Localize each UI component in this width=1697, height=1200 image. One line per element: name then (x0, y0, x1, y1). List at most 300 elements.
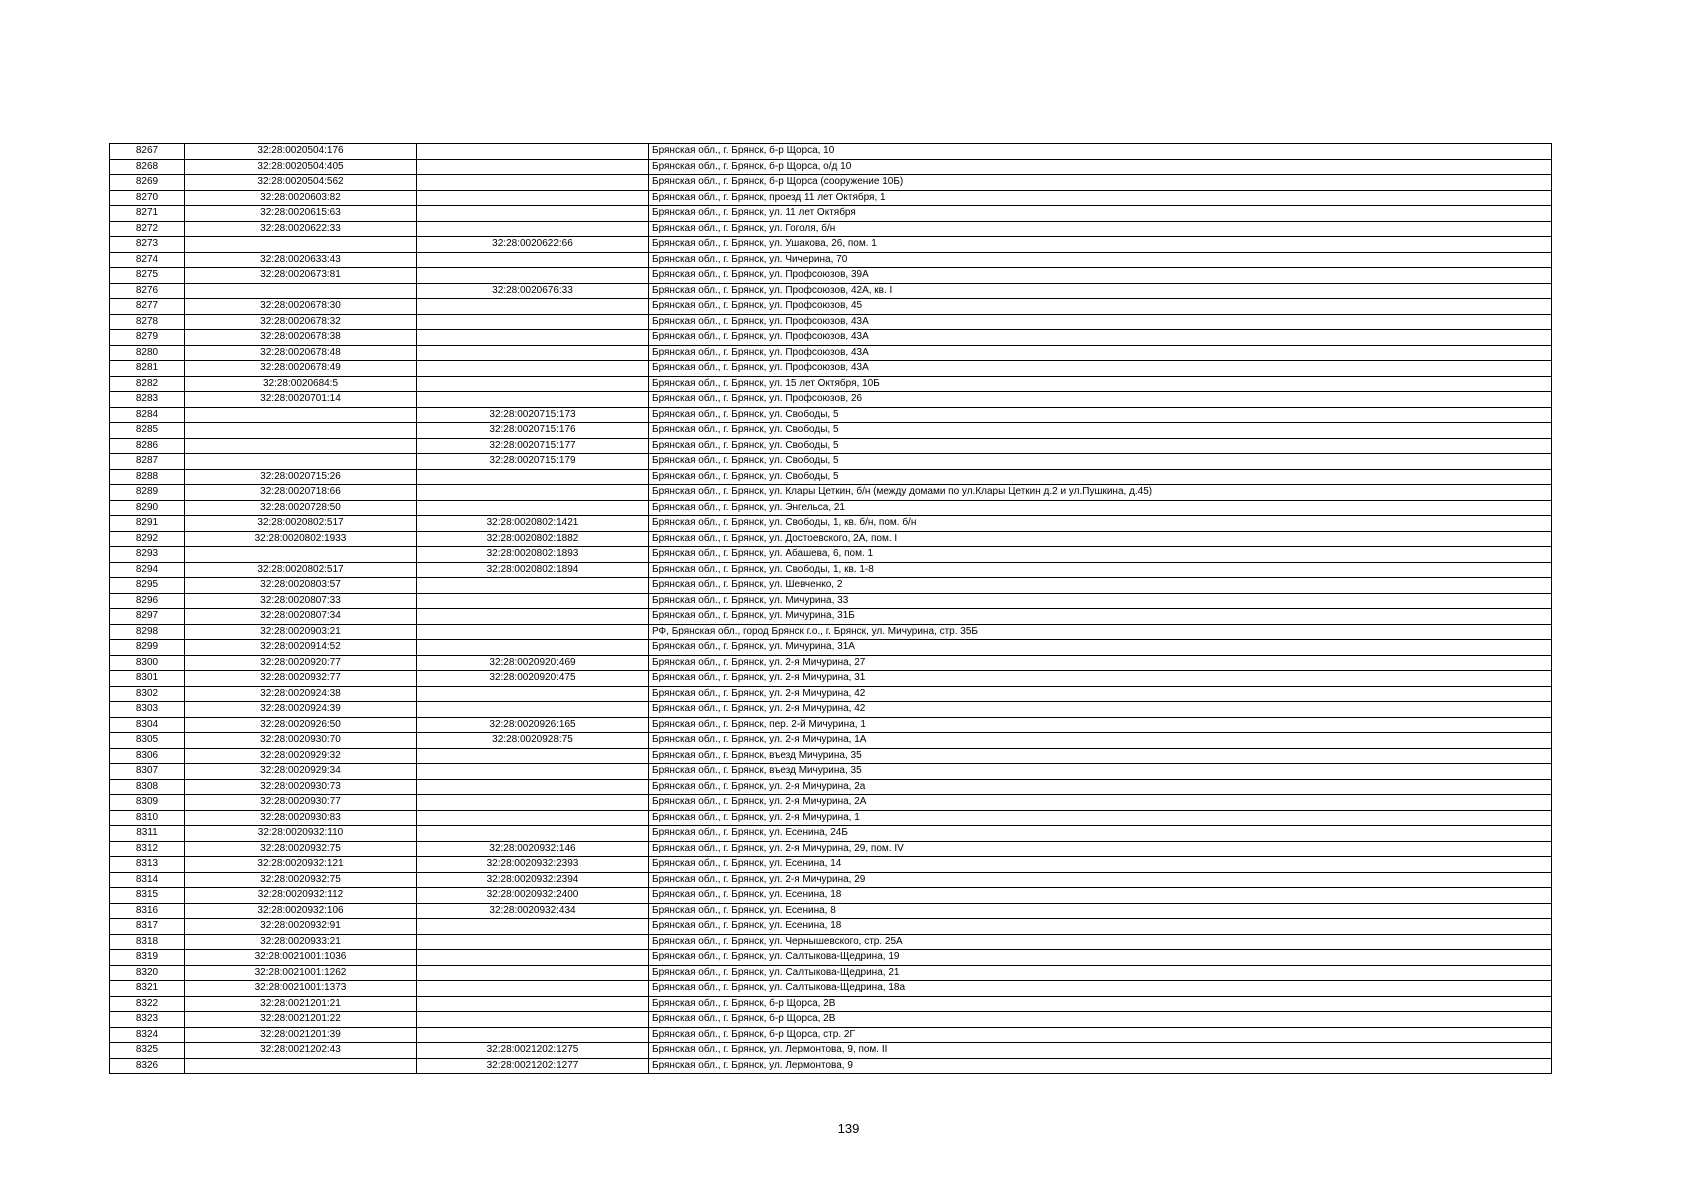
row-number-cell: 8313 (110, 857, 185, 873)
table-row (110, 748, 1552, 764)
table-row (110, 252, 1552, 268)
building-cadastral-number-cell (417, 950, 649, 966)
land-cadastral-number-cell: 32:28:0020633:43 (185, 252, 417, 268)
building-cadastral-number-cell: 32:28:0020715:173 (417, 407, 649, 423)
table-row (110, 764, 1552, 780)
row-number-cell: 8308 (110, 779, 185, 795)
row-number-cell: 8291 (110, 516, 185, 532)
table-row (110, 159, 1552, 175)
table-row (110, 671, 1552, 687)
table-row (110, 950, 1552, 966)
row-number-cell: 8322 (110, 996, 185, 1012)
row-number-cell: 8284 (110, 407, 185, 423)
row-number-cell: 8302 (110, 686, 185, 702)
land-cadastral-number-cell: 32:28:0020673:81 (185, 268, 417, 284)
building-cadastral-number-cell (417, 361, 649, 377)
building-cadastral-number-cell: 32:28:0020802:1421 (417, 516, 649, 532)
row-number-cell: 8297 (110, 609, 185, 625)
building-cadastral-number-cell (417, 314, 649, 330)
land-cadastral-number-cell: 32:28:0020920:77 (185, 655, 417, 671)
address-cell: Брянская обл., г. Брянск, ул. Профсоюзов, 43А (649, 330, 1552, 346)
row-number-cell: 8276 (110, 283, 185, 299)
address-cell: Брянская обл., г. Брянск, пер. 2-й Мичурина, 1 (649, 717, 1552, 733)
table-row (110, 485, 1552, 501)
table-row (110, 190, 1552, 206)
address-cell: Брянская обл., г. Брянск, ул. Есенина, 14 (649, 857, 1552, 873)
land-cadastral-number-cell: 32:28:0020924:39 (185, 702, 417, 718)
building-cadastral-number-cell: 32:28:0020932:2400 (417, 888, 649, 904)
table-row (110, 268, 1552, 284)
address-cell: Брянская обл., г. Брянск, ул. Гоголя, б/н (649, 221, 1552, 237)
land-cadastral-number-cell: 32:28:0020504:176 (185, 144, 417, 160)
building-cadastral-number-cell: 32:28:0020920:475 (417, 671, 649, 687)
table-row (110, 175, 1552, 191)
address-cell: Брянская обл., г. Брянск, ул. Профсоюзов, 43А (649, 361, 1552, 377)
address-cell: Брянская обл., г. Брянск, ул. 2-я Мичурина, 42 (649, 702, 1552, 718)
table-row (110, 872, 1552, 888)
address-cell: Брянская обл., г. Брянск, ул. 2-я Мичурина, 27 (649, 655, 1552, 671)
land-cadastral-number-cell: 32:28:0020684:5 (185, 376, 417, 392)
row-number-cell: 8292 (110, 531, 185, 547)
building-cadastral-number-cell (417, 159, 649, 175)
row-number-cell: 8294 (110, 562, 185, 578)
row-number-cell: 8310 (110, 810, 185, 826)
row-number-cell: 8275 (110, 268, 185, 284)
table-row (110, 919, 1552, 935)
land-cadastral-number-cell: 32:28:0020930:83 (185, 810, 417, 826)
table-row (110, 144, 1552, 160)
land-cadastral-number-cell: 32:28:0021201:22 (185, 1012, 417, 1028)
row-number-cell: 8311 (110, 826, 185, 842)
building-cadastral-number-cell: 32:28:0021202:1277 (417, 1058, 649, 1074)
table-row (110, 562, 1552, 578)
table-row (110, 795, 1552, 811)
land-cadastral-number-cell: 32:28:0020678:49 (185, 361, 417, 377)
row-number-cell: 8312 (110, 841, 185, 857)
table-row (110, 702, 1552, 718)
building-cadastral-number-cell (417, 640, 649, 656)
address-cell: Брянская обл., г. Брянск, ул. Свободы, 5 (649, 469, 1552, 485)
table-row (110, 376, 1552, 392)
table-row (110, 609, 1552, 625)
building-cadastral-number-cell (417, 252, 649, 268)
building-cadastral-number-cell: 32:28:0020715:179 (417, 454, 649, 470)
building-cadastral-number-cell: 32:28:0020622:66 (417, 237, 649, 253)
land-cadastral-number-cell: 32:28:0020701:14 (185, 392, 417, 408)
address-cell: Брянская обл., г. Брянск, ул. 2-я Мичурина, 2А (649, 795, 1552, 811)
address-cell: Брянская обл., г. Брянск, ул. Мичурина, 31Б (649, 609, 1552, 625)
building-cadastral-number-cell: 32:28:0020920:469 (417, 655, 649, 671)
row-number-cell: 8326 (110, 1058, 185, 1074)
land-cadastral-number-cell: 32:28:0020802:517 (185, 562, 417, 578)
row-number-cell: 8279 (110, 330, 185, 346)
land-cadastral-number-cell: 32:28:0020932:110 (185, 826, 417, 842)
land-cadastral-number-cell: 32:28:0020924:38 (185, 686, 417, 702)
row-number-cell: 8299 (110, 640, 185, 656)
table-row (110, 655, 1552, 671)
address-cell: Брянская обл., г. Брянск, ул. Профсоюзов, 45 (649, 299, 1552, 315)
land-cadastral-number-cell: 32:28:0020678:38 (185, 330, 417, 346)
building-cadastral-number-cell (417, 299, 649, 315)
building-cadastral-number-cell (417, 624, 649, 640)
row-number-cell: 8281 (110, 361, 185, 377)
table-row (110, 392, 1552, 408)
table-row (110, 237, 1552, 253)
building-cadastral-number-cell (417, 702, 649, 718)
address-cell: Брянская обл., г. Брянск, ул. Абашева, 6, пом. 1 (649, 547, 1552, 563)
row-number-cell: 8307 (110, 764, 185, 780)
table-row (110, 841, 1552, 857)
land-cadastral-number-cell: 32:28:0020903:21 (185, 624, 417, 640)
building-cadastral-number-cell: 32:28:0020932:146 (417, 841, 649, 857)
land-cadastral-number-cell: 32:28:0020933:21 (185, 934, 417, 950)
row-number-cell: 8300 (110, 655, 185, 671)
land-cadastral-number-cell (185, 454, 417, 470)
row-number-cell: 8272 (110, 221, 185, 237)
table-row (110, 330, 1552, 346)
building-cadastral-number-cell (417, 934, 649, 950)
land-cadastral-number-cell: 32:28:0020803:57 (185, 578, 417, 594)
address-cell: Брянская обл., г. Брянск, ул. 2-я Мичурина, 1 (649, 810, 1552, 826)
building-cadastral-number-cell (417, 1012, 649, 1028)
building-cadastral-number-cell (417, 268, 649, 284)
land-cadastral-number-cell: 32:28:0020807:33 (185, 593, 417, 609)
land-cadastral-number-cell (185, 423, 417, 439)
table-row (110, 438, 1552, 454)
building-cadastral-number-cell (417, 1027, 649, 1043)
table-row (110, 981, 1552, 997)
building-cadastral-number-cell: 32:28:0021202:1275 (417, 1043, 649, 1059)
row-number-cell: 8273 (110, 237, 185, 253)
building-cadastral-number-cell (417, 593, 649, 609)
building-cadastral-number-cell: 32:28:0020926:165 (417, 717, 649, 733)
building-cadastral-number-cell (417, 144, 649, 160)
address-cell: Брянская обл., г. Брянск, ул. Чернышевского, стр. 25А (649, 934, 1552, 950)
building-cadastral-number-cell (417, 965, 649, 981)
address-cell: Брянская обл., г. Брянск, б-р Щорса, о/д 10 (649, 159, 1552, 175)
building-cadastral-number-cell (417, 485, 649, 501)
address-cell: Брянская обл., г. Брянск, ул. Профсоюзов, 39А (649, 268, 1552, 284)
land-cadastral-number-cell: 32:28:0020914:52 (185, 640, 417, 656)
land-cadastral-number-cell: 32:28:0020932:121 (185, 857, 417, 873)
land-cadastral-number-cell: 32:28:0021201:39 (185, 1027, 417, 1043)
table-row (110, 779, 1552, 795)
building-cadastral-number-cell (417, 206, 649, 222)
address-cell: Брянская обл., г. Брянск, ул. 2-я Мичурина, 29, пом. IV (649, 841, 1552, 857)
land-cadastral-number-cell (185, 237, 417, 253)
building-cadastral-number-cell (417, 981, 649, 997)
address-cell: Брянская обл., г. Брянск, ул. Свободы, 1, кв. 1-8 (649, 562, 1552, 578)
address-cell: Брянская обл., г. Брянск, ул. Свободы, 5 (649, 423, 1552, 439)
table-row (110, 407, 1552, 423)
land-cadastral-number-cell: 32:28:0021201:21 (185, 996, 417, 1012)
address-cell: Брянская обл., г. Брянск, въезд Мичурина, 35 (649, 748, 1552, 764)
row-number-cell: 8314 (110, 872, 185, 888)
address-cell: Брянская обл., г. Брянск, ул. Есенина, 8 (649, 903, 1552, 919)
table-row (110, 469, 1552, 485)
row-number-cell: 8296 (110, 593, 185, 609)
land-cadastral-number-cell: 32:28:0020930:77 (185, 795, 417, 811)
row-number-cell: 8286 (110, 438, 185, 454)
address-cell: Брянская обл., г. Брянск, ул. Профсоюзов, 43А (649, 345, 1552, 361)
address-cell: Брянская обл., г. Брянск, ул. Мичурина, 33 (649, 593, 1552, 609)
land-cadastral-number-cell: 32:28:0020926:50 (185, 717, 417, 733)
table-row (110, 1058, 1552, 1074)
building-cadastral-number-cell (417, 330, 649, 346)
table-row (110, 345, 1552, 361)
table-row (110, 717, 1552, 733)
building-cadastral-number-cell: 32:28:0020928:75 (417, 733, 649, 749)
building-cadastral-number-cell (417, 578, 649, 594)
land-cadastral-number-cell: 32:28:0020932:106 (185, 903, 417, 919)
land-cadastral-number-cell: 32:28:0020807:34 (185, 609, 417, 625)
address-cell: Брянская обл., г. Брянск, ул. 11 лет Октября (649, 206, 1552, 222)
building-cadastral-number-cell: 32:28:0020932:434 (417, 903, 649, 919)
row-number-cell: 8274 (110, 252, 185, 268)
registry-table-body (110, 144, 1552, 1074)
table-row (110, 500, 1552, 516)
row-number-cell: 8282 (110, 376, 185, 392)
row-number-cell: 8321 (110, 981, 185, 997)
building-cadastral-number-cell (417, 686, 649, 702)
table-row (110, 1012, 1552, 1028)
address-cell: Брянская обл., г. Брянск, ул. 15 лет Октября, 10Б (649, 376, 1552, 392)
row-number-cell: 8287 (110, 454, 185, 470)
row-number-cell: 8318 (110, 934, 185, 950)
building-cadastral-number-cell (417, 779, 649, 795)
land-cadastral-number-cell: 32:28:0020932:77 (185, 671, 417, 687)
row-number-cell: 8280 (110, 345, 185, 361)
table-row (110, 516, 1552, 532)
building-cadastral-number-cell (417, 469, 649, 485)
address-cell: Брянская обл., г. Брянск, б-р Щорса, 2В (649, 1012, 1552, 1028)
building-cadastral-number-cell: 32:28:0020715:176 (417, 423, 649, 439)
building-cadastral-number-cell (417, 748, 649, 764)
land-cadastral-number-cell: 32:28:0020622:33 (185, 221, 417, 237)
address-cell: Брянская обл., г. Брянск, ул. 2-я Мичурина, 42 (649, 686, 1552, 702)
building-cadastral-number-cell (417, 795, 649, 811)
land-cadastral-number-cell: 32:28:0020615:63 (185, 206, 417, 222)
address-cell: Брянская обл., г. Брянск, б-р Щорса, стр. 2Г (649, 1027, 1552, 1043)
row-number-cell: 8325 (110, 1043, 185, 1059)
row-number-cell: 8288 (110, 469, 185, 485)
address-cell: Брянская обл., г. Брянск, ул. Есенина, 18 (649, 919, 1552, 935)
building-cadastral-number-cell (417, 810, 649, 826)
row-number-cell: 8306 (110, 748, 185, 764)
land-cadastral-number-cell: 32:28:0020930:70 (185, 733, 417, 749)
land-cadastral-number-cell (185, 547, 417, 563)
address-cell: Брянская обл., г. Брянск, ул. Профсоюзов, 43А (649, 314, 1552, 330)
land-cadastral-number-cell: 32:28:0020718:66 (185, 485, 417, 501)
row-number-cell: 8320 (110, 965, 185, 981)
row-number-cell: 8305 (110, 733, 185, 749)
row-number-cell: 8304 (110, 717, 185, 733)
land-cadastral-number-cell: 32:28:0021001:1262 (185, 965, 417, 981)
land-cadastral-number-cell: 32:28:0020929:32 (185, 748, 417, 764)
table-row (110, 314, 1552, 330)
table-row (110, 531, 1552, 547)
address-cell: Брянская обл., г. Брянск, ул. Энгельса, 21 (649, 500, 1552, 516)
land-cadastral-number-cell: 32:28:0020802:1933 (185, 531, 417, 547)
table-row (110, 1043, 1552, 1059)
address-cell: Брянская обл., г. Брянск, ул. Клары Цеткин, б/н (между домами по ул.Клары Цеткин д.2 и ул.Пушкина, д.45) (649, 485, 1552, 501)
building-cadastral-number-cell (417, 500, 649, 516)
table-row (110, 578, 1552, 594)
row-number-cell: 8270 (110, 190, 185, 206)
table-row (110, 221, 1552, 237)
land-cadastral-number-cell: 32:28:0020678:30 (185, 299, 417, 315)
row-number-cell: 8269 (110, 175, 185, 191)
address-cell: Брянская обл., г. Брянск, ул. Лермонтова, 9, пом. II (649, 1043, 1552, 1059)
row-number-cell: 8303 (110, 702, 185, 718)
building-cadastral-number-cell (417, 609, 649, 625)
table-row (110, 299, 1552, 315)
row-number-cell: 8290 (110, 500, 185, 516)
address-cell: Брянская обл., г. Брянск, ул. Есенина, 24Б (649, 826, 1552, 842)
row-number-cell: 8323 (110, 1012, 185, 1028)
land-cadastral-number-cell: 32:28:0020678:48 (185, 345, 417, 361)
table-row (110, 888, 1552, 904)
land-cadastral-number-cell: 32:28:0020929:34 (185, 764, 417, 780)
land-cadastral-number-cell: 32:28:0020802:517 (185, 516, 417, 532)
row-number-cell: 8293 (110, 547, 185, 563)
building-cadastral-number-cell (417, 826, 649, 842)
table-row (110, 733, 1552, 749)
building-cadastral-number-cell (417, 392, 649, 408)
land-cadastral-number-cell (185, 1058, 417, 1074)
land-cadastral-number-cell: 32:28:0020932:75 (185, 841, 417, 857)
row-number-cell: 8278 (110, 314, 185, 330)
address-cell: Брянская обл., г. Брянск, ул. Профсоюзов, 26 (649, 392, 1552, 408)
table-row (110, 857, 1552, 873)
address-cell: Брянская обл., г. Брянск, ул. Достоевского, 2А, пом. I (649, 531, 1552, 547)
row-number-cell: 8295 (110, 578, 185, 594)
row-number-cell: 8289 (110, 485, 185, 501)
land-cadastral-number-cell: 32:28:0020932:75 (185, 872, 417, 888)
address-cell: Брянская обл., г. Брянск, ул. Свободы, 5 (649, 438, 1552, 454)
row-number-cell: 8317 (110, 919, 185, 935)
building-cadastral-number-cell (417, 190, 649, 206)
address-cell: Брянская обл., г. Брянск, ул. Свободы, 5 (649, 407, 1552, 423)
row-number-cell: 8267 (110, 144, 185, 160)
land-cadastral-number-cell: 32:28:0020678:32 (185, 314, 417, 330)
address-cell: Брянская обл., г. Брянск, ул. Свободы, 5 (649, 454, 1552, 470)
row-number-cell: 8301 (110, 671, 185, 687)
building-cadastral-number-cell (417, 345, 649, 361)
table-row (110, 903, 1552, 919)
building-cadastral-number-cell: 32:28:0020715:177 (417, 438, 649, 454)
row-number-cell: 8298 (110, 624, 185, 640)
land-cadastral-number-cell: 32:28:0021001:1036 (185, 950, 417, 966)
land-cadastral-number-cell: 32:28:0020504:405 (185, 159, 417, 175)
address-cell: Брянская обл., г. Брянск, б-р Щорса (сооружение 10Б) (649, 175, 1552, 191)
row-number-cell: 8285 (110, 423, 185, 439)
row-number-cell: 8309 (110, 795, 185, 811)
row-number-cell: 8319 (110, 950, 185, 966)
address-cell: Брянская обл., г. Брянск, ул. Ушакова, 26, пом. 1 (649, 237, 1552, 253)
table-row (110, 996, 1552, 1012)
table-row (110, 283, 1552, 299)
land-cadastral-number-cell: 32:28:0020932:91 (185, 919, 417, 935)
address-cell: Брянская обл., г. Брянск, б-р Щорса, 10 (649, 144, 1552, 160)
table-row (110, 423, 1552, 439)
row-number-cell: 8283 (110, 392, 185, 408)
address-cell: Брянская обл., г. Брянск, ул. Есенина, 18 (649, 888, 1552, 904)
row-number-cell: 8268 (110, 159, 185, 175)
table-row (110, 965, 1552, 981)
land-cadastral-number-cell: 32:28:0020930:73 (185, 779, 417, 795)
address-cell: Брянская обл., г. Брянск, ул. Салтыкова-Щедрина, 18а (649, 981, 1552, 997)
address-cell: Брянская обл., г. Брянск, ул. 2-я Мичурина, 31 (649, 671, 1552, 687)
table-row (110, 686, 1552, 702)
address-cell: Брянская обл., г. Брянск, ул. Салтыкова-Щедрина, 19 (649, 950, 1552, 966)
building-cadastral-number-cell: 32:28:0020802:1882 (417, 531, 649, 547)
land-cadastral-number-cell: 32:28:0020715:26 (185, 469, 417, 485)
address-cell: Брянская обл., г. Брянск, ул. Профсоюзов, 42А, кв. I (649, 283, 1552, 299)
building-cadastral-number-cell (417, 175, 649, 191)
table-row (110, 547, 1552, 563)
table-row (110, 361, 1552, 377)
table-row (110, 624, 1552, 640)
table-row (110, 206, 1552, 222)
row-number-cell: 8316 (110, 903, 185, 919)
address-cell: Брянская обл., г. Брянск, проезд 11 лет Октября, 1 (649, 190, 1552, 206)
row-number-cell: 8315 (110, 888, 185, 904)
table-row (110, 1027, 1552, 1043)
address-cell: Брянская обл., г. Брянск, ул. 2-я Мичурина, 29 (649, 872, 1552, 888)
building-cadastral-number-cell: 32:28:0020676:33 (417, 283, 649, 299)
address-cell: Брянская обл., г. Брянск, б-р Щорса, 2В (649, 996, 1552, 1012)
address-cell: Брянская обл., г. Брянск, ул. Салтыкова-Щедрина, 21 (649, 965, 1552, 981)
land-cadastral-number-cell: 32:28:0020728:50 (185, 500, 417, 516)
row-number-cell: 8271 (110, 206, 185, 222)
land-cadastral-number-cell (185, 283, 417, 299)
table-row (110, 934, 1552, 950)
address-cell: Брянская обл., г. Брянск, ул. 2-я Мичурина, 2а (649, 779, 1552, 795)
land-cadastral-number-cell: 32:28:0020603:82 (185, 190, 417, 206)
building-cadastral-number-cell (417, 764, 649, 780)
building-cadastral-number-cell (417, 996, 649, 1012)
table-row (110, 640, 1552, 656)
land-cadastral-number-cell (185, 438, 417, 454)
row-number-cell: 8324 (110, 1027, 185, 1043)
building-cadastral-number-cell (417, 221, 649, 237)
property-registry-table (109, 143, 1552, 1074)
address-cell: Брянская обл., г. Брянск, ул. Лермонтова, 9 (649, 1058, 1552, 1074)
building-cadastral-number-cell (417, 919, 649, 935)
address-cell: Брянская обл., г. Брянск, ул. Свободы, 1, кв. б/н, пом. б/н (649, 516, 1552, 532)
table-row (110, 454, 1552, 470)
address-cell: Брянская обл., г. Брянск, ул. Чичерина, 70 (649, 252, 1552, 268)
table-row (110, 826, 1552, 842)
land-cadastral-number-cell (185, 407, 417, 423)
land-cadastral-number-cell: 32:28:0021001:1373 (185, 981, 417, 997)
address-cell: Брянская обл., г. Брянск, въезд Мичурина, 35 (649, 764, 1552, 780)
page-number: 139 (837, 1121, 860, 1136)
address-cell: РФ, Брянская обл., город Брянск г.о., г. Брянск, ул. Мичурина, стр. 35Б (649, 624, 1552, 640)
table-row (110, 810, 1552, 826)
land-cadastral-number-cell: 32:28:0020504:562 (185, 175, 417, 191)
building-cadastral-number-cell: 32:28:0020802:1893 (417, 547, 649, 563)
building-cadastral-number-cell: 32:28:0020802:1894 (417, 562, 649, 578)
table-row (110, 593, 1552, 609)
building-cadastral-number-cell (417, 376, 649, 392)
land-cadastral-number-cell: 32:28:0020932:112 (185, 888, 417, 904)
building-cadastral-number-cell: 32:28:0020932:2393 (417, 857, 649, 873)
address-cell: Брянская обл., г. Брянск, ул. Шевченко, 2 (649, 578, 1552, 594)
address-cell: Брянская обл., г. Брянск, ул. 2-я Мичурина, 1А (649, 733, 1552, 749)
address-cell: Брянская обл., г. Брянск, ул. Мичурина, 31А (649, 640, 1552, 656)
